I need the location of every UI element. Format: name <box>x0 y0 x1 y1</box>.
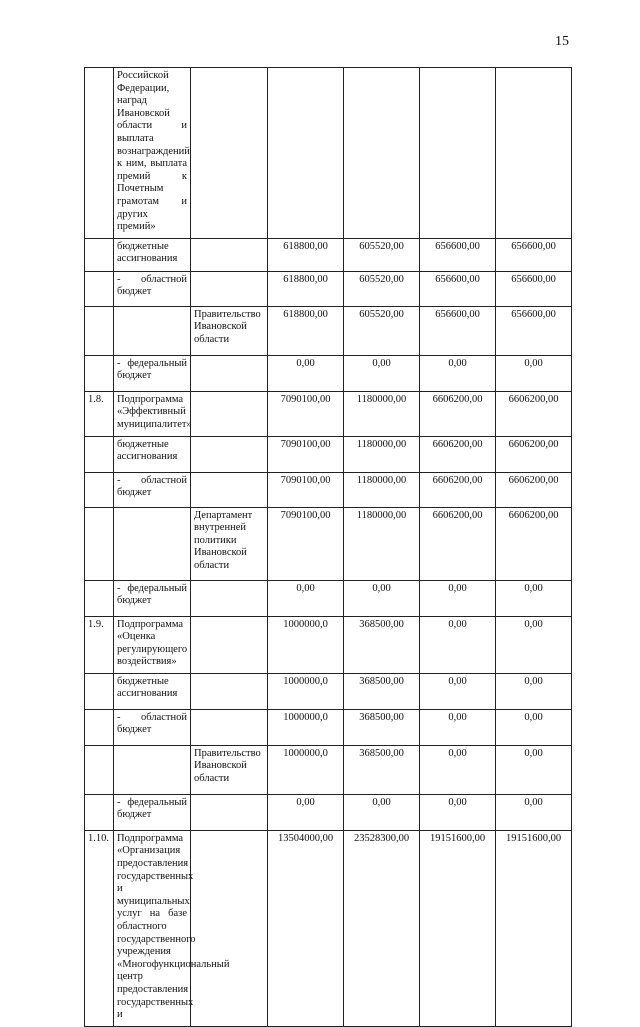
row-value-cell-3: 6606200,00 <box>420 507 496 580</box>
row-value-cell-3: 0,00 <box>420 709 496 745</box>
row-executor-cell: Правительство Ивановской области <box>191 306 268 355</box>
row-value-cell-3: 0,00 <box>420 580 496 616</box>
table-row <box>85 271 572 306</box>
row-value-cell-4: 6606200,00 <box>496 507 572 580</box>
row-value-cell-3: 19151600,00 <box>420 830 496 1026</box>
row-name-cell <box>114 745 191 794</box>
table-row <box>85 673 572 709</box>
row-name-cell: - федеральный бюджет <box>114 794 191 830</box>
table-row <box>85 68 572 239</box>
row-value-cell-3 <box>420 68 496 239</box>
row-executor-cell <box>191 673 268 709</box>
row-value-cell-2: 605520,00 <box>344 306 420 355</box>
row-executor-cell <box>191 271 268 306</box>
row-value-cell-2: 0,00 <box>344 355 420 391</box>
row-value-cell-4: 19151600,00 <box>496 830 572 1026</box>
row-value-cell-2: 0,00 <box>344 794 420 830</box>
table-row <box>85 472 572 507</box>
row-value-cell-2: 1180000,00 <box>344 436 420 472</box>
page-number: 15 <box>555 34 569 49</box>
row-number-cell <box>85 238 114 271</box>
table-body <box>85 68 572 1027</box>
row-value-cell-4: 0,00 <box>496 794 572 830</box>
row-value-cell-1: 0,00 <box>268 355 344 391</box>
row-name-cell: бюджетные ассигнования <box>114 436 191 472</box>
table-row <box>85 436 572 472</box>
row-value-cell-3: 0,00 <box>420 616 496 673</box>
row-name-cell: бюджетные ассигнования <box>114 673 191 709</box>
row-number-cell: 1.9. <box>85 616 114 673</box>
row-value-cell-1 <box>268 68 344 239</box>
row-executor-cell: Правительство Ивановской области <box>191 745 268 794</box>
row-value-cell-4: 0,00 <box>496 580 572 616</box>
row-number-cell <box>85 436 114 472</box>
row-value-cell-4 <box>496 68 572 239</box>
row-number-cell <box>85 271 114 306</box>
row-name-cell: Подпрограмма «Организация предоставления государственных и муниципальных услуг на базе областного государственного учреждения «Многофункциональный центр предоставления государственных и <box>114 830 191 1026</box>
row-value-cell-4: 6606200,00 <box>496 472 572 507</box>
row-number-cell: 1.8. <box>85 391 114 436</box>
row-value-cell-1: 618800,00 <box>268 238 344 271</box>
row-executor-cell <box>191 580 268 616</box>
row-name-cell: Подпрограмма «Эффективный муниципалитет» <box>114 391 191 436</box>
row-value-cell-2: 0,00 <box>344 580 420 616</box>
row-value-cell-3: 0,00 <box>420 673 496 709</box>
row-number-cell <box>85 306 114 355</box>
table-row <box>85 830 572 1026</box>
row-value-cell-2 <box>344 68 420 239</box>
row-value-cell-2: 605520,00 <box>344 271 420 306</box>
table-row <box>85 238 572 271</box>
row-number-cell <box>85 745 114 794</box>
row-value-cell-1: 7090100,00 <box>268 436 344 472</box>
row-name-cell: - областной бюджет <box>114 472 191 507</box>
row-executor-cell <box>191 68 268 239</box>
row-executor-cell <box>191 355 268 391</box>
row-number-cell <box>85 355 114 391</box>
table-row <box>85 580 572 616</box>
table-row <box>85 306 572 355</box>
table-row <box>85 355 572 391</box>
row-name-cell <box>114 507 191 580</box>
row-value-cell-3: 6606200,00 <box>420 391 496 436</box>
row-value-cell-3: 0,00 <box>420 794 496 830</box>
row-value-cell-2: 23528300,00 <box>344 830 420 1026</box>
row-value-cell-2: 605520,00 <box>344 238 420 271</box>
row-value-cell-4: 0,00 <box>496 709 572 745</box>
row-executor-cell <box>191 794 268 830</box>
row-executor-cell <box>191 709 268 745</box>
row-value-cell-4: 0,00 <box>496 616 572 673</box>
row-number-cell <box>85 794 114 830</box>
row-name-cell: - областной бюджет <box>114 271 191 306</box>
row-value-cell-4: 656600,00 <box>496 271 572 306</box>
table-row <box>85 794 572 830</box>
row-number-cell <box>85 709 114 745</box>
row-executor-cell <box>191 391 268 436</box>
row-value-cell-3: 0,00 <box>420 745 496 794</box>
row-number-cell <box>85 68 114 239</box>
row-value-cell-1: 7090100,00 <box>268 472 344 507</box>
row-value-cell-2: 368500,00 <box>344 709 420 745</box>
table-row <box>85 709 572 745</box>
row-name-cell: Подпрограмма «Оценка регулирующего воздействия» <box>114 616 191 673</box>
row-value-cell-1: 7090100,00 <box>268 507 344 580</box>
row-value-cell-4: 656600,00 <box>496 238 572 271</box>
row-value-cell-1: 13504000,00 <box>268 830 344 1026</box>
budget-table <box>84 67 572 1027</box>
row-value-cell-1: 1000000,0 <box>268 673 344 709</box>
row-executor-cell <box>191 472 268 507</box>
row-value-cell-4: 6606200,00 <box>496 391 572 436</box>
row-value-cell-3: 656600,00 <box>420 271 496 306</box>
row-name-cell <box>114 306 191 355</box>
row-name-cell: - областной бюджет <box>114 709 191 745</box>
row-number-cell <box>85 580 114 616</box>
row-value-cell-3: 6606200,00 <box>420 436 496 472</box>
row-value-cell-2: 368500,00 <box>344 745 420 794</box>
table-row <box>85 391 572 436</box>
row-executor-cell <box>191 238 268 271</box>
row-number-cell: 1.10. <box>85 830 114 1026</box>
row-number-cell <box>85 472 114 507</box>
row-executor-cell <box>191 616 268 673</box>
row-value-cell-1: 0,00 <box>268 794 344 830</box>
row-value-cell-2: 1180000,00 <box>344 391 420 436</box>
row-value-cell-3: 656600,00 <box>420 238 496 271</box>
row-number-cell <box>85 673 114 709</box>
row-value-cell-4: 6606200,00 <box>496 436 572 472</box>
row-value-cell-1: 1000000,0 <box>268 745 344 794</box>
row-value-cell-2: 368500,00 <box>344 616 420 673</box>
row-executor-cell <box>191 436 268 472</box>
row-value-cell-2: 368500,00 <box>344 673 420 709</box>
row-value-cell-4: 656600,00 <box>496 306 572 355</box>
row-value-cell-1: 618800,00 <box>268 271 344 306</box>
table-row <box>85 616 572 673</box>
row-executor-cell <box>191 830 268 1026</box>
row-number-cell <box>85 507 114 580</box>
row-value-cell-3: 0,00 <box>420 355 496 391</box>
row-value-cell-1: 0,00 <box>268 580 344 616</box>
row-executor-cell: Департамент внутренней политики Ивановской области <box>191 507 268 580</box>
row-value-cell-1: 1000000,0 <box>268 709 344 745</box>
row-name-cell: бюджетные ассигнования <box>114 238 191 271</box>
row-value-cell-1: 1000000,0 <box>268 616 344 673</box>
row-value-cell-1: 7090100,00 <box>268 391 344 436</box>
row-value-cell-3: 6606200,00 <box>420 472 496 507</box>
row-name-cell: - федеральный бюджет <box>114 580 191 616</box>
row-value-cell-1: 618800,00 <box>268 306 344 355</box>
row-value-cell-4: 0,00 <box>496 745 572 794</box>
row-name-cell: Российской Федерации, наград Ивановской области и выплата вознаграждений к ним, выплата премий к Почетным грамотам и других премий» <box>114 68 191 239</box>
row-value-cell-4: 0,00 <box>496 355 572 391</box>
row-value-cell-2: 1180000,00 <box>344 507 420 580</box>
table-row <box>85 745 572 794</box>
row-value-cell-2: 1180000,00 <box>344 472 420 507</box>
table-row <box>85 507 572 580</box>
row-name-cell: - федеральный бюджет <box>114 355 191 391</box>
row-value-cell-3: 656600,00 <box>420 306 496 355</box>
row-value-cell-4: 0,00 <box>496 673 572 709</box>
